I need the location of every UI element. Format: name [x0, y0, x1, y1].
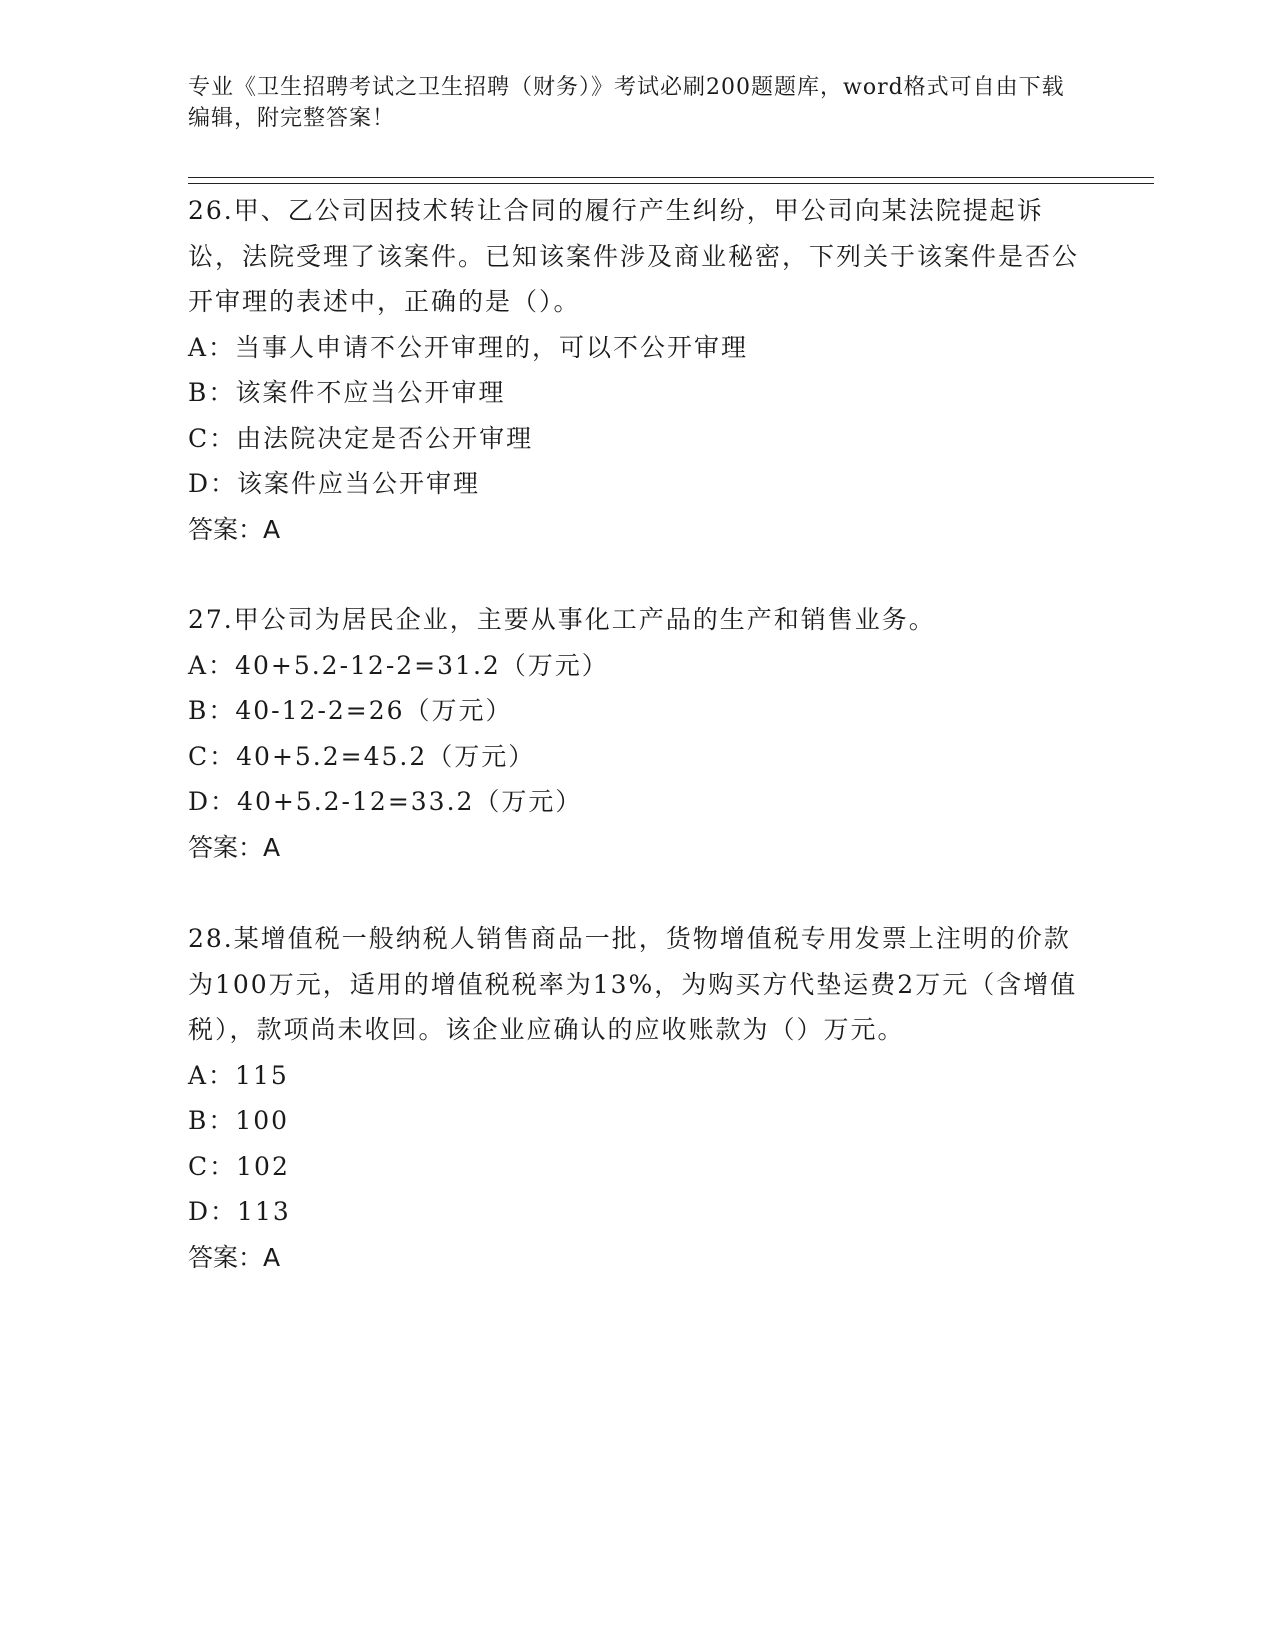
option-a: A：40+5.2-12-2=31.2（万元） — [188, 650, 609, 680]
header-divider-double — [188, 183, 1154, 184]
option-d: D：该案件应当公开审理 — [188, 469, 481, 498]
option-b: B：40-12-2=26（万元） — [188, 696, 513, 725]
option-d: D：40+5.2-12=33.2（万元） — [188, 787, 583, 816]
option-b: B：100 — [188, 1106, 290, 1135]
answer: 答案：A — [188, 1242, 281, 1272]
document-header: 专业《卫生招聘考试之卫生招聘（财务）》考试必刷200题题库，word格式可自由下载编辑，附完整答案！ — [188, 75, 1065, 131]
option-c: C：40+5.2=45.2（万元） — [188, 741, 536, 771]
answer: 答案：A — [188, 832, 281, 862]
option-c: C：102 — [188, 1151, 290, 1181]
option-a: A：当事人申请不公开审理的，可以不公开审理 — [188, 332, 749, 362]
question-26 — [188, 188, 1088, 552]
answer: 答案：A — [188, 514, 281, 544]
option-c: C：由法院决定是否公开审理 — [188, 423, 534, 453]
question-stem: 28.某增值税一般纳税人销售商品一批，货物增值税专用发票上注明的价款为100万元，适用的增值税税率为13%，为购买方代垫运费2万元（含增值税），款项尚未收回。该企业应确认的应收账款为（）万元。 — [188, 924, 1078, 1044]
question-28 — [188, 916, 1088, 1280]
option-d: D：113 — [188, 1197, 291, 1226]
question-27 — [188, 597, 1088, 870]
question-stem: 26.甲、乙公司因技术转让合同的履行产生纠纷，甲公司向某法院提起诉讼，法院受理了该案件。已知该案件涉及商业秘密，下列关于该案件是否公开审理的表述中，正确的是（）。 — [188, 196, 1080, 316]
option-a: A：115 — [188, 1060, 289, 1090]
header-divider — [188, 177, 1154, 178]
question-stem: 27.甲公司为居民企业，主要从事化工产品的生产和销售业务。 — [188, 605, 936, 634]
option-b: B：该案件不应当公开审理 — [188, 378, 506, 407]
